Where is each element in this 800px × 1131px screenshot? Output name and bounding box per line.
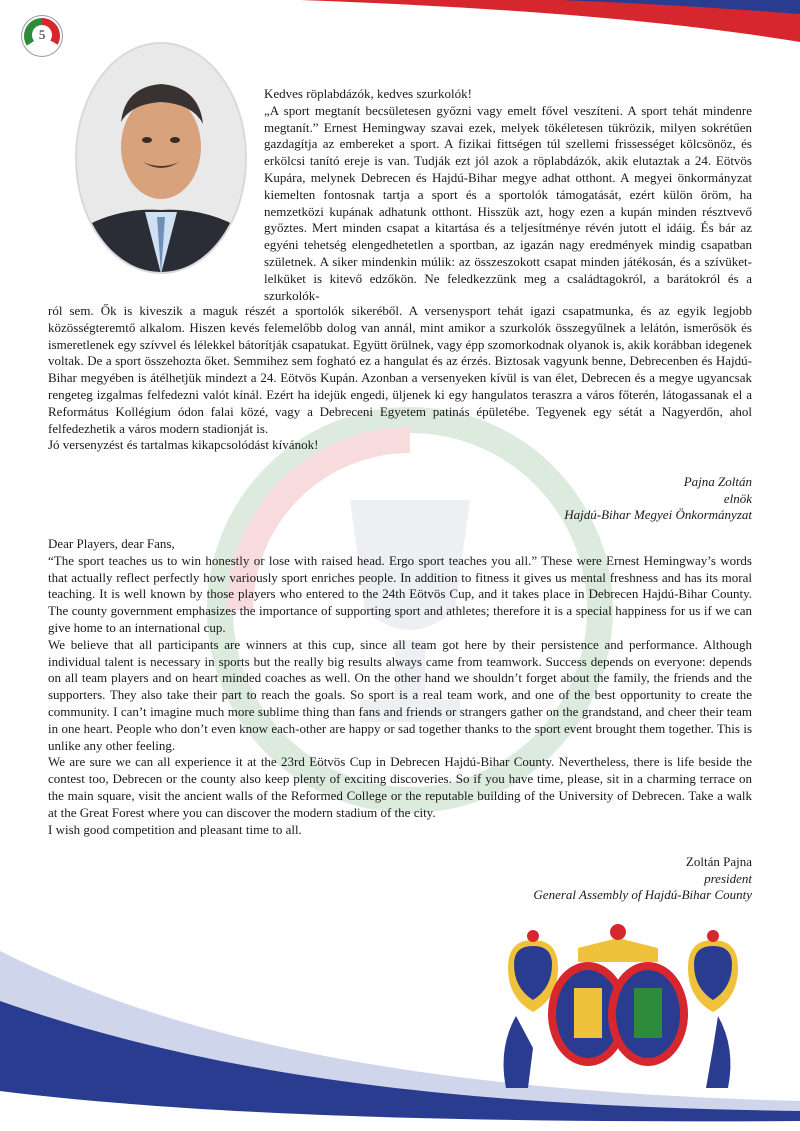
signature-name-en: Zoltán Pajna [685, 854, 752, 869]
hungarian-signature [564, 474, 752, 524]
portrait-photo [75, 42, 247, 274]
hungarian-salutation: Kedves röplabdázók, kedves szurkolók! [264, 86, 472, 101]
signature-name-hu: Pajna Zoltán [683, 474, 752, 489]
hungarian-paragraph-rest: ról sem. Ők is kiveszik a maguk részét a sportolók sikeréből. A versenysport tehát igazi csapatmunka, és az egyik legjobb közösségteremtő alkalom. Hiszen kevés felemelőbb dolog van annál, mint amikor a szurkolók összegyűlnek a lelátón, ismerősök és ismeretlenek egy szívvel és lélekkel bátorítják csapatukat. Együtt örülnek, vagy épp szomorkodnak olyanok is, akik korábban idegenek voltak. De a sport összehozta őket. Semmihez sem fogható ez a hangulat és az érzés. Biztosak vagyunk benne, Debrecenben és Hajdú-Bihar megyében is átélhetjük mindezt a 24. Eötvös Kupán. Azonban a versenyeken kívül is van élet, Debrecen és a megye ugyancsak rengeteg izgalmas felfedezni valót kínál. Ezért ha idejük engedi, üljenek ki egy hangulatos teraszra a város főterén, látogassanak el a Református Kollégium ódon falai közé, vagy a Debreceni Egyetem patinás épületébe. Tegyenek egy sétát a Nagyerdőn, ahol felfedezhetik a város modern stadionját is. [48, 303, 752, 436]
hungarian-closing: Jó versenyzést és tartalmas kikapcsolódást kívánok! [48, 437, 319, 453]
hungarian-letter-top [264, 86, 752, 304]
page-number: 5 [32, 25, 52, 45]
signature-title-en: president [704, 870, 752, 886]
county-coat-of-arms [478, 918, 754, 1096]
english-paragraph-3: We are sure we can all experience it at the 23rd Eötvös Cup in Debrecen Hajdú-Bihar County. Nevertheless, there is life beside the contest too, Debrecen or the county also keep plenty of exciting discoveries. So if you have time, please, sit in a charming terrace on the main square, visit the ancient walls of the Reformed College or the reputable building of the University of Debrecen. Take a walk at the Great Forest where you can discover the modern stadium of the city. [48, 754, 752, 820]
signature-org-en: General Assembly of Hajdú-Bihar County [533, 887, 752, 902]
english-paragraph-1: “The sport teaches us to win honestly or lose with raised head. Ergo sport teaches you all.” These were Ernest Hemingway’s words that actually reflect perfectly how variously sport enriches people. In addition to fitness it gives us mental freshness and has its moral teaching. It is well known by those players who entered to the 24th Eötvös Cup, and it takes place in Debrecen Hajdú-Bihar County. The county government emphasizes the importance of supporting sport and athletes; therefore it is a special happiness for us if we can give home to an international cup. [48, 552, 752, 635]
english-paragraph-2: We believe that all participants are winners at this cup, since all team got here by their persistence and performance. Although individual talent is necessary in sports but the really big results always came from teamwork. Success depends on everyone: depends on all team players and on heart minded coaches as well. On the other hand we shouldn’t forget about the family, the friends and the supporters. They also take their part to reach the goals. So sport is a real team work, and one of the best opportunity to create the community. I can’t imagine much more sublime thing than fans and friends or strangers gather on the grandstand, and cheer their team in one heart. People who don’t even know each-other are happy or sad together thanks to the sport event brought them together. This is unlike any other feeling. [48, 636, 752, 753]
english-closing: I wish good competition and pleasant time to all. [48, 821, 302, 837]
hungarian-letter-rest [48, 303, 752, 454]
english-letter [48, 536, 752, 838]
signature-title-hu: elnök [723, 490, 752, 506]
hungarian-paragraph-top: „A sport megtanít becsületesen győzni vagy emelt fővel veszíteni. A sport tehát mindenre megtanít.” Ernest Hemingway szavai ezek, melyek tökéletesen tükrözik, milyen sokrétűen gazdagítja az embereket a sport. A fizikai fittségen túl szellemi frissességet kölcsönöz, és erkölcsi tanító ereje is van. Tudják ezt jól azok a röplabdázók, akik elutaztak a 24. Eötvös Kupára, melynek Debrecen és Hajdú-Bihar megye adhat otthont. A megyei önkormányzat kiemelten fontosnak tartja a sport és a sportolók támogatását, ezért külön öröm, ha nemzetközi kupának adhatunk otthont. Hisszük azt, hogy ezen a kupán minden résztvevő győztes. Mert minden csapat a kitartása és a teljesítménye révén jutott el idáig. És bár az egyéni tehetség elengedhetetlen a sportban, az igazán nagy eredmények mindig csapatban születnek. A siker mindenkin múlik: az összeszokott csapat minden játékosán, és a szívüket-lelküket is kitevő edzőkön. Ne feledkezzünk meg a családtagokról, a barátokról és a szurkolók- [264, 102, 752, 303]
signature-org-hu: Hajdú-Bihar Megyei Önkormányzat [564, 507, 752, 522]
english-salutation: Dear Players, dear Fans, [48, 536, 175, 551]
